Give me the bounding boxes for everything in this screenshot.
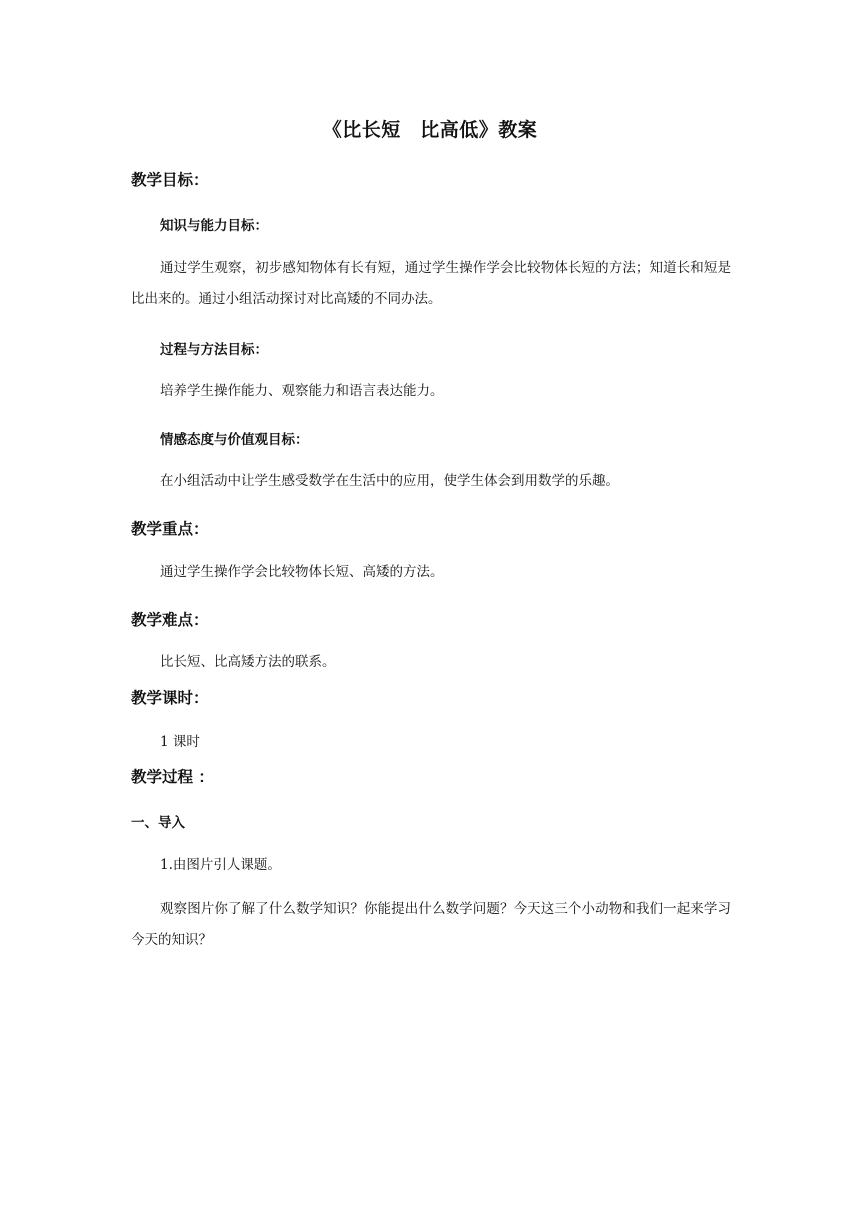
key-points-paragraph: 通过学生操作学会比较物体长短、高矮的方法。 [160,564,444,580]
difficulties-paragraph: 比长短、比高矮方法的联系。 [160,654,336,670]
periods-heading: 教学课时： [131,689,209,707]
emotion-paragraph: 在小组活动中让学生感受数学在生活中的应用，使学生体会到用数学的乐趣。 [160,473,619,489]
difficulties-heading: 教学难点： [131,611,209,629]
intro-item-1: 1.由图片引人课题。 [160,857,281,873]
emotion-heading: 情感态度与价值观目标： [160,432,309,448]
procedure-heading: 教学过程 ： [131,768,214,786]
section-intro-heading: 一、导入 [131,815,185,831]
objectives-heading: 教学目标： [131,171,209,189]
intro-item-1-paragraph: 观察图片你了解了什么数学知识？你能提出什么数学问题？今天这三个小动物和我们一起来学习今天的知识？ [131,901,731,948]
periods-paragraph: 1 课时 [160,734,200,750]
key-points-heading: 教学重点： [131,520,209,538]
knowledge-paragraph: 通过学生观察，初步感知物体有长有短，通过学生操作学会比较物体长短的方法；知道长和短是比出来的。通过小组活动探讨对比高矮的不同办法。 [131,260,731,307]
process-heading: 过程与方法目标： [160,342,268,358]
document-title: 《比长短 比高低》教案 [322,119,538,141]
process-paragraph: 培养学生操作能力、观察能力和语言表达能力。 [160,383,444,399]
knowledge-heading: 知识与能力目标： [160,218,268,234]
